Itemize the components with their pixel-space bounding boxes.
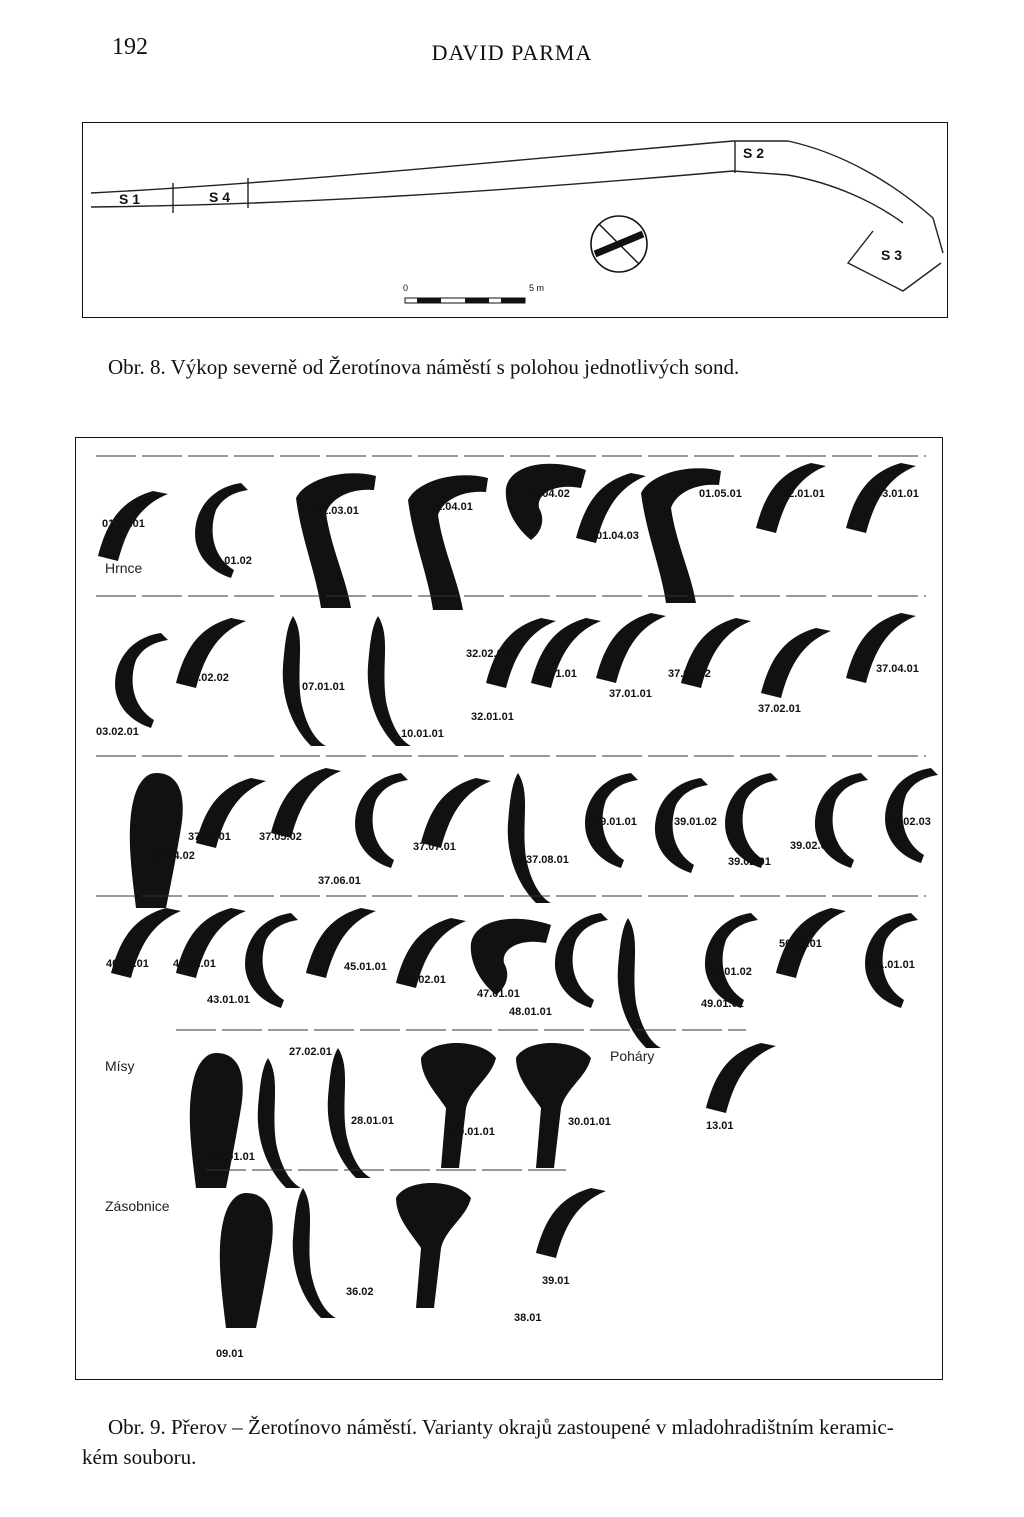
running-head: DAVID PARMA xyxy=(431,40,593,65)
rim-variant-label: 43.01.01 xyxy=(207,994,250,1006)
rim-profile xyxy=(725,773,778,868)
rim-variant-label: 37.05.02 xyxy=(259,831,302,843)
rim-variant-label: 28.01.01 xyxy=(351,1115,394,1127)
rim-profile xyxy=(536,1188,606,1258)
rim-profile xyxy=(706,1043,776,1113)
rim-variant-label: 01.05.01 xyxy=(699,488,742,500)
rim-profile xyxy=(508,773,551,903)
rim-variant-label: 01.03.01 xyxy=(316,505,359,517)
rim-variant-label: 39.02.03 xyxy=(888,816,931,828)
site-plan-drawing xyxy=(83,123,949,319)
rim-variant-label: 37.02.01 xyxy=(758,703,801,715)
rim-profile xyxy=(421,778,491,848)
rim-variant-label: 50.01.01 xyxy=(779,938,822,950)
scale-end-label: 5 m xyxy=(529,283,545,293)
sonda-label-s4: S 4 xyxy=(209,189,231,205)
rim-variant-label: 32.01.01 xyxy=(471,711,514,723)
rim-variant-label: 13.01 xyxy=(706,1120,734,1132)
rim-variant-label: 39.02.01 xyxy=(728,856,771,868)
rim-variant-label: 48.01.01 xyxy=(509,1006,552,1018)
category-misy: Mísy xyxy=(105,1058,135,1074)
rim-profile xyxy=(516,1043,591,1168)
rim-variant-label: 27.01.01 xyxy=(212,1151,255,1163)
rim-variant-label: 45.01.01 xyxy=(344,961,387,973)
rim-profile xyxy=(396,1183,471,1308)
figure-9-caption-line-2: kém souboru. xyxy=(82,1445,197,1469)
figure-9-caption-line-1: Obr. 9. Přerov – Žerotínovo náměstí. Varianty okrajů zastoupené v mladohradištním keramic- xyxy=(108,1415,894,1439)
rim-profile xyxy=(368,616,411,746)
rim-variant-label: 37.04.02 xyxy=(152,850,195,862)
rim-profile xyxy=(471,919,551,995)
rim-profile xyxy=(761,628,831,698)
scale-start-label: 0 xyxy=(403,283,409,293)
rim-profile xyxy=(115,633,168,728)
rim-variant-label: 07.01.01 xyxy=(302,681,345,693)
rim-variant-label: 03.02.01 xyxy=(96,726,139,738)
rim-variant-label: 02.01.01 xyxy=(782,488,825,500)
rim-variant-label: 01.04.02 xyxy=(527,488,570,500)
rim-profile xyxy=(596,613,666,683)
figure-8-caption: Obr. 8. Výkop severně od Žerotínova náměstí s polohou jednotlivých sond. xyxy=(108,355,740,379)
category-pohary: Poháry xyxy=(610,1048,655,1064)
rim-profile xyxy=(815,773,868,868)
rim-profile xyxy=(190,1053,243,1188)
rim-profile xyxy=(293,1188,336,1318)
figure-8-site-plan xyxy=(82,122,948,318)
rim-variant-label: 40.01.01 xyxy=(106,958,149,970)
rim-variant-label: 01.04.03 xyxy=(596,530,639,542)
rim-variant-label: 10.01.01 xyxy=(401,728,444,740)
rim-variant-label: 49.01.01 xyxy=(701,998,744,1010)
rim-variant-label: 49.01.02 xyxy=(709,966,752,978)
rim-variant-label: 40.02.01 xyxy=(173,958,216,970)
rim-variant-label: 34.01.01 xyxy=(534,668,577,680)
rim-variant-label: 39.01.02 xyxy=(674,816,717,828)
rim-profiles-drawing xyxy=(76,438,944,1381)
rim-variant-label: 37.06.01 xyxy=(318,875,361,887)
category-hrnce: Hrnce xyxy=(105,560,143,576)
sonda-label-s1: S 1 xyxy=(119,191,141,207)
category-zasobnice: Zásobnice xyxy=(105,1198,170,1214)
rim-profile xyxy=(296,473,376,608)
figure-9-rim-variants xyxy=(75,437,943,1380)
rim-profile xyxy=(618,918,661,1048)
rim-variant-label: 39.01 xyxy=(542,1275,570,1287)
rim-variant-label: 37.01.01 xyxy=(609,688,652,700)
rim-profile xyxy=(220,1193,273,1328)
rim-variant-label: 51.01.01 xyxy=(872,959,915,971)
rim-profile xyxy=(245,913,298,1008)
compass-rose xyxy=(591,216,647,272)
rim-variant-label: 03.01.01 xyxy=(876,488,919,500)
rim-variant-label: 39.02.02 xyxy=(790,840,833,852)
rim-variant-label: 45.02.01 xyxy=(403,974,446,986)
page-number: 192 xyxy=(112,34,148,60)
rim-profile xyxy=(506,464,586,540)
rim-variant-label: 47.01.01 xyxy=(477,988,520,1000)
rim-variant-label: 29.01.01 xyxy=(452,1126,495,1138)
rim-profile xyxy=(258,1058,301,1188)
rim-variant-label: 27.02.01 xyxy=(289,1046,332,1058)
rim-variant-label: 03.02.02 xyxy=(186,672,229,684)
sonda-label-s2: S 2 xyxy=(743,145,765,161)
scale-bar xyxy=(405,298,525,303)
rim-profile xyxy=(705,913,758,1008)
rim-profile xyxy=(130,773,183,908)
rim-profile xyxy=(408,475,488,610)
rim-variant-label: 01.01.02 xyxy=(209,555,252,567)
rim-variant-label: 09.01 xyxy=(216,1348,244,1360)
rim-variant-label: 32.02.01 xyxy=(466,648,509,660)
rim-variant-label: 30.01.01 xyxy=(568,1116,611,1128)
rim-variant-label: 37.01.02 xyxy=(668,668,711,680)
rim-variant-label: 01.01.01 xyxy=(102,518,145,530)
rim-variant-label: 37.05.01 xyxy=(188,831,231,843)
rim-variant-label: 37.07.01 xyxy=(413,841,456,853)
rim-variant-label: 36.02 xyxy=(346,1286,374,1298)
rim-profile xyxy=(555,913,608,1008)
rim-profile xyxy=(271,768,341,838)
rim-variant-label: 38.01 xyxy=(514,1312,542,1324)
rim-variant-label: 37.08.01 xyxy=(526,854,569,866)
rim-variant-label: 39.01.01 xyxy=(594,816,637,828)
rim-profile xyxy=(355,773,408,868)
rim-profile xyxy=(328,1048,371,1178)
rim-profile xyxy=(421,1043,496,1168)
sonda-label-s3: S 3 xyxy=(881,247,903,263)
rim-variant-label: 01.04.01 xyxy=(430,501,473,513)
rim-variant-label: 37.04.01 xyxy=(876,663,919,675)
